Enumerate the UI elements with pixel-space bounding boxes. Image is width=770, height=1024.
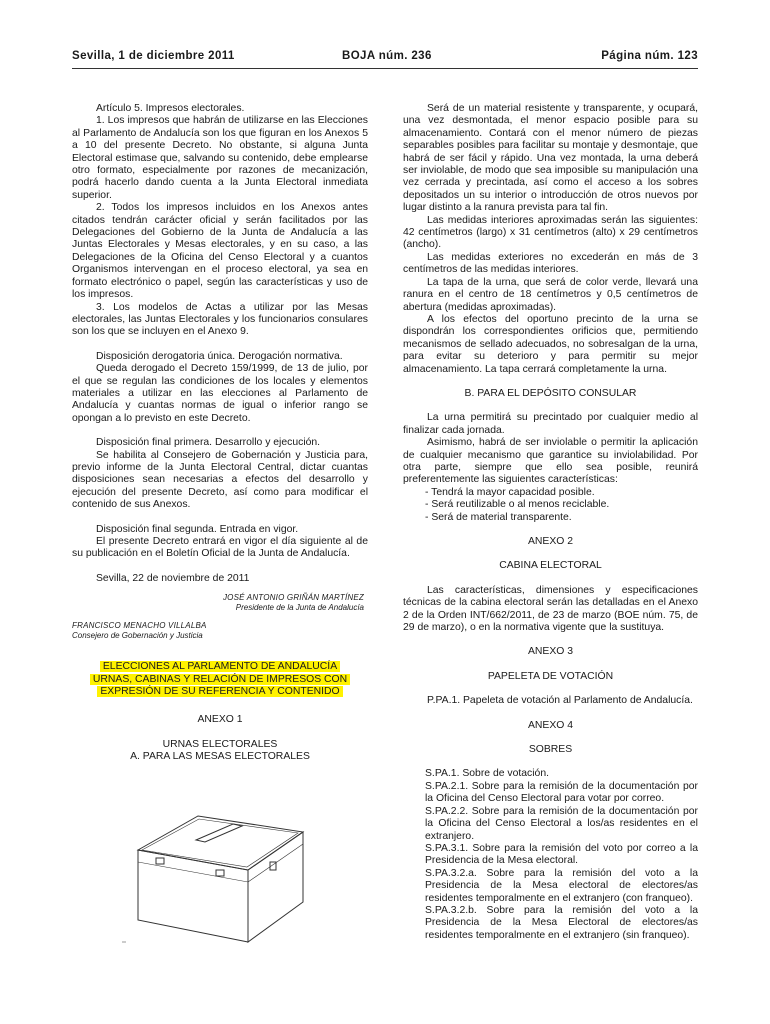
header-rule (72, 68, 698, 69)
final2-text: El presente Decreto entrará en vigor el día siguiente al de su publicación en el Boletín Oficial de la Junta de Andalucía. (72, 536, 368, 560)
ballot-urn-illustration (118, 810, 318, 950)
list-item: - Será de material transparente. (425, 511, 572, 523)
highlight-line-2: URNAS, CABINAS Y RELACIÓN DE IMPRESOS CON (90, 674, 350, 685)
list-item: - Será reutilizable o al menos reciclable. (425, 499, 610, 511)
cabina-text: Las características, dimensiones y especificaciones técnicas de la cabina electoral serán las detalladas en el Anexo 2 de la Orden INT/662/2011, de 23 de marzo (BOE núm. 75, de 29 de marzo), o en la normativa vigente que la sustituya. (403, 584, 698, 634)
right-column (403, 103, 698, 942)
header-bulletin: BOJA núm. 236 (342, 50, 432, 62)
urnas-title: URNAS ELECTORALES (162, 738, 278, 750)
derogatory-text: Queda derogado el Decreto 159/1999, de 13 de julio, por el que se regulan las condiciones de los locales y elementos materiales a utilizar en las elecciones al Parlamento de Andalucía y cuantas normas de igual o inferior rango se opongan a lo previsto en este Decreto. (72, 363, 368, 424)
sobre-item: S.PA.3.2.b. Sobre para la remisión del voto a la Presidencia de la Mesa Electoral de electores/as residentes temporalmente en el extranjero (sin franqueo). (425, 904, 698, 941)
urn-top-face (138, 816, 303, 870)
anexo4-heading: ANEXO 4 (527, 719, 574, 731)
highlight-line-3: EXPRESIÓN DE SU REFERENCIA Y CONTENIDO (97, 686, 342, 697)
article5-paragraph-3: 3. Los modelos de Actas a utilizar por las Mesas electorales, las Juntas Electorales y los funcionarios consulares son los que se incluyen en el Anexo 9. (72, 301, 368, 338)
anexo1-heading: ANEXO 1 (197, 714, 243, 726)
papeleta-text: P.PA.1. Papeleta de votación al Parlamento de Andalucía. (427, 695, 693, 707)
urn-spec-paragraph-1: Será de un material resistente y transparente, y ocupará, una vez desmontada, el menor espacio posible para su almacenamiento. Contará con el menor número de piezas separables posibles para facilitar su montaje y desmontaje, que habrá de ser fácil y rápido. Una vez montada, la urna deberá ser inviolable, de modo que sea imposible su manipulación una vez cerrada y precintada, así como el acceso a los sobres depositados un su interior o introducción de otros nuevos por lugar distinto a la ranura prevista para tal fin. (403, 103, 698, 214)
sobre-item: S.PA.2.1. Sobre para la remisión de la documentación por la Oficina del Censo Electoral para votar por correo. (425, 780, 698, 805)
highlighted-section-title (72, 661, 368, 698)
page-header (72, 50, 698, 66)
urn-slot (196, 824, 242, 842)
article5-paragraph-1: 1. Los impresos que habrán de utilizarse en las Elecciones al Parlamento de Andalucía son los que figuran en los Anexos 5 a 10 del presente Decreto. No obstante, si alguna Junta Electoral estimase que, salvando su contenido, debe emplearse otro formato, especialmente por razones de mecanización, podrá hacerlo dando cuenta a la Junta Electoral inmediata superior. (72, 115, 368, 201)
urnas-subtitle: A. PARA LAS MESAS ELECTORALES (130, 751, 310, 763)
urn-spec-paragraph-2: Las medidas interiores aproximadas serán las siguientes: 42 centímetros (largo) x 31 centímetros (alto) x 29 centímetros (ancho). (403, 214, 698, 251)
urn-spec-paragraph-4: La tapa de la urna, que será de color verde, llevará una ranura en el centro de 18 centímetros y 0,5 centímetros de abertura (medidas aproximadas). (403, 276, 698, 313)
final1-title: Disposición final primera. Desarrollo y ejecución. (96, 437, 321, 449)
list-item: - Tendrá la mayor capacidad posible. (425, 486, 595, 498)
derogatory-title: Disposición derogatoria única. Derogación normativa. (96, 350, 343, 362)
urn-spec-paragraph-3: Las medidas exteriores no excederán en más de 3 centímetros de las medidas interiores. (403, 251, 698, 276)
anexo3-heading: ANEXO 3 (527, 646, 574, 658)
sobre-item: S.PA.2.2. Sobre para la remisión de la documentación por la Oficina del Censo Electoral a los/as residentes en el extranjero. (425, 805, 698, 842)
deposito-consular-title: B. PARA EL DEPÓSITO CONSULAR (464, 387, 637, 399)
sobres-title: SOBRES (528, 744, 573, 756)
header-date: Sevilla, 1 de diciembre 2011 (72, 50, 235, 62)
signature-consejero-role: Consejero de Gobernación y Justicia (72, 631, 203, 641)
signature-president (72, 593, 368, 613)
final2-title: Disposición final segunda. Entrada en vigor. (96, 523, 299, 535)
signature-president-name: JOSÉ ANTONIO GRIÑÁN MARTÍNEZ (222, 593, 364, 603)
papeleta-title: PAPELETA DE VOTACIÓN (487, 670, 614, 682)
urn-hinge-right (216, 870, 224, 876)
article5-title: Artículo 5. Impresos electorales. (96, 103, 245, 114)
signature-consejero (72, 621, 368, 641)
urn-spec-paragraph-5: A los efectos del oportuno precinto de la urna se dispondrán los correspondientes orificios que, permitiendo mecanismos de sellado adecuados, no sobresalgan de la urna, para evitar su deterioro y para permitir su mejor almacenamiento. La tapa cerrará completamente la urna. (403, 313, 698, 375)
cabina-title: CABINA ELECTORAL (499, 560, 602, 572)
urn-front-face (138, 850, 248, 942)
signature-consejero-name: FRANCISCO MENACHO VILLALBA (72, 621, 207, 631)
urn-side-face (248, 832, 303, 942)
sobre-item: S.PA.1. Sobre de votación. (425, 768, 549, 780)
final1-text: Se habilita al Consejero de Gobernación y Justicia para, previo informe de la Junta Electoral Central, dictar cuantas disposiciones sean necesarias a efectos del desarrollo y ejecución del presente Decreto, así como para modificar el contenido de sus Anexos. (72, 449, 368, 511)
deposito-paragraph-1: La urna permitirá su precintado por cualquier medio al finalizar cada jornada. (403, 412, 698, 436)
deposito-paragraph-2: Asimismo, habrá de ser inviolable o permitir la aplicación de cualquier mecanismo que garantice su inviolabilidad. Por otra parte, siempre que ello sea posible, reunirá preferentemente las siguientes características: (403, 437, 698, 486)
header-page-number: Página núm. 123 (601, 50, 698, 62)
signature-president-role: Presidente de la Junta de Andalucía (235, 603, 364, 613)
highlight-line-1: ELECCIONES AL PARLAMENTO DE ANDALUCÍA (100, 661, 340, 672)
place-date: Sevilla, 22 de noviembre de 2011 (96, 572, 250, 584)
left-column (72, 103, 368, 764)
urn-hinge-left (156, 858, 164, 864)
sobre-item: S.PA.3.1. Sobre para la remisión del voto por correo a la Presidencia de la Mesa electoral. (425, 842, 698, 867)
article5-paragraph-2: 2. Todos los impresos incluidos en los Anexos antes citados tendrán carácter oficial y serán facilitados por las Delegaciones del Gobierno de la Junta de Andalucía a las Juntas Electorales y Mesas electorales, y en su caso, a las Delegaciones de la Oficina del Censo Electoral y a cuantos Organismos intervengan en el proceso electoral, ya sea en formato electrónico o papel, según las características y uso de los impresos. (72, 202, 368, 301)
anexo2-heading: ANEXO 2 (527, 536, 574, 547)
sobre-item: S.PA.3.2.a. Sobre para la remisión del voto a la Presidencia de la Mesa electoral de electores/as residentes temporalmente en el extranjero (con franqueo). (425, 867, 698, 904)
